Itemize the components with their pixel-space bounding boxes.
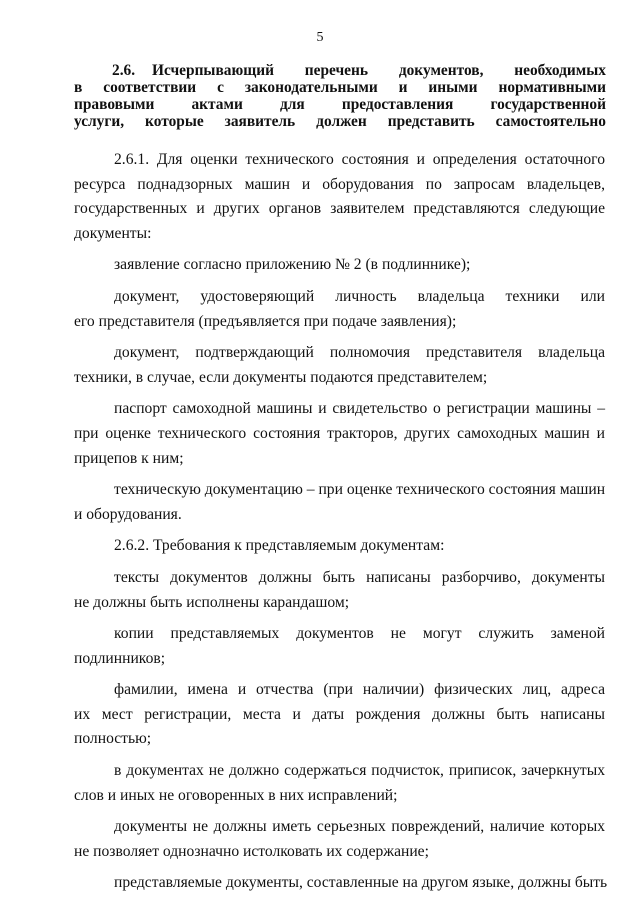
paragraph-line: документ, подтверждающий полномочия представителя владельца <box>114 344 605 362</box>
paragraph-line: ресурса поднадзорных машин и оборудования по запросам владельцев, <box>74 175 605 193</box>
paragraph-line: фамилии, имена и отчества (при наличии) физических лиц, адреса <box>114 681 605 699</box>
paragraph-line: документы не должны иметь серьезных повреждений, наличие которых <box>114 818 605 836</box>
paragraph <box>74 678 605 752</box>
paragraph <box>74 253 605 278</box>
paragraph-line: копии представляемых документов не могут служить заменой <box>114 625 605 643</box>
paragraph-line: представляемые документы, составленные на другом языке, должны быть <box>114 874 608 892</box>
paragraph-line: паспорт самоходной машины и свидетельство о регистрации машины – <box>114 400 605 418</box>
paragraph <box>74 397 605 471</box>
paragraph-line: прицепов к ним; <box>74 449 184 467</box>
paragraph-line: тексты документов должны быть написаны разборчиво, документы <box>114 568 605 586</box>
section-title-line: в соответствии с законодательными и иными нормативными <box>74 79 606 96</box>
paragraph-line: и оборудования. <box>74 505 182 523</box>
paragraph <box>74 871 608 896</box>
section-title-line: услуги, которые заявитель должен представить самостоятельно <box>74 113 606 130</box>
paragraph-line: документы: <box>74 224 152 242</box>
paragraph-line: слов и иных не оговоренных в них исправлений; <box>74 786 398 804</box>
paragraph-line: заявление согласно приложению № 2 (в подлиннике); <box>114 256 471 274</box>
page-number: 5 <box>316 30 324 45</box>
section-title-line: Исчерпывающий перечень документов, необходимых <box>152 62 606 79</box>
paragraph-line: не должны быть исполнены карандашом; <box>74 593 350 611</box>
paragraph <box>74 534 605 559</box>
paragraph <box>74 622 605 671</box>
paragraph-line: документ, удостоверяющий личность владельца техники или <box>114 287 605 305</box>
paragraph <box>74 341 605 390</box>
paragraph-line: техническую документацию – при оценке технического состояния машин <box>114 481 606 499</box>
paragraph-line: его представителя (предъявляется при подаче заявления); <box>74 312 457 330</box>
paragraph-line: в документах не должно содержаться подчисток, приписок, зачеркнутых <box>114 762 605 780</box>
body-text <box>74 148 608 896</box>
paragraph <box>74 759 605 808</box>
paragraph <box>74 566 605 615</box>
paragraph <box>74 285 605 334</box>
paragraph-line: 2.6.1. Для оценки технического состояния и определения остаточного <box>114 151 605 168</box>
paragraph-line: при оценке технического состояния тракторов, других самоходных машин и <box>74 424 605 442</box>
section-title-line: правовыми актами для предоставления государственной <box>74 96 606 113</box>
paragraph <box>74 478 605 527</box>
paragraph-line: не позволяет однозначно истолковать их содержание; <box>74 842 429 860</box>
section-heading <box>74 62 606 130</box>
paragraph-line: их мест регистрации, места и даты рождения должны быть написаны <box>74 705 605 723</box>
paragraph <box>74 148 605 246</box>
paragraph-line: государственных и других органов заявителем представляются следующие <box>74 200 605 218</box>
section-number: 2.6. <box>112 62 136 79</box>
paragraph-line: полностью; <box>74 730 152 748</box>
paragraph-line: подлинников; <box>74 649 166 667</box>
paragraph <box>74 815 605 864</box>
paragraph-line: техники, в случае, если документы подаются представителем; <box>74 368 488 386</box>
paragraph-line: 2.6.2. Требования к представляемым документам: <box>114 537 445 555</box>
